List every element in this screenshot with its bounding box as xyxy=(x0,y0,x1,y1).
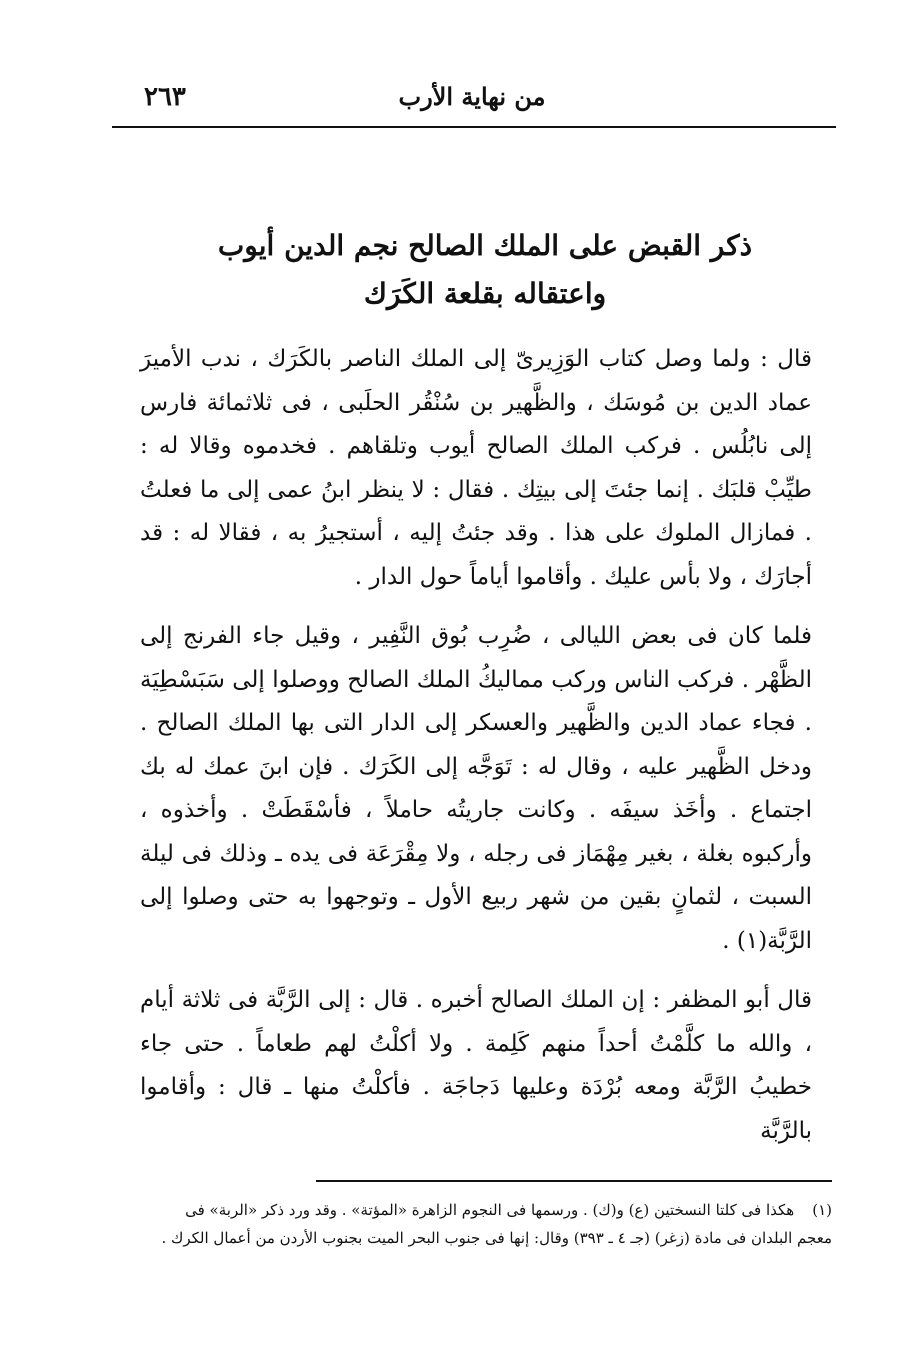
paragraph-1: قال : ولما وصل كتاب الوَزِيرىّ إلى الملك الناصر بالكَرَك ، ندب الأميرَ عماد الدين بن مُوسَك ، والظَّهير بن سُنْقُر الحلَبى ، فى ثلاثمائة فارس إلى نابُلُس . فركب الملك الصالح أيوب وتلقاهم . فخدموه وقالا له : طيِّبْ قلبَك . إنما جئتَ إلى بيتِك . فقال : لا ينظر ابنُ عمى إلى ما فعلتُ . فمازال الملوك على هذا . وقد جئتُ إليه ، أستجيرُ به ، فقالا له : قد أجارَك ، ولا بأس عليك . وأقاموا أياماً حول الدار . xyxy=(140,346,812,590)
chapter-title xyxy=(160,222,810,318)
running-title: من نهاية الأرب xyxy=(398,82,546,111)
footnote xyxy=(160,1196,832,1252)
running-header xyxy=(112,78,834,122)
paragraph-3: قال أبو المظفر : إن الملك الصالح أخبره . قال : إلى الرَّبَّة فى ثلاثة أيام ، والله ما كلَّمْتُ أحداً منهم كَلِمة . ولا أكلْتُ لهم طعاماً . حتى جاء خطيبُ الرَّبَّة ومعه بُرْدَة وعليها دَجاجَة . فأكلْتُ منها ـ قال : وأقاموا بالرَّبَّة xyxy=(140,987,812,1144)
chapter-title-line-2: واعتقاله بقلعة الكَرَك xyxy=(363,277,607,310)
body-text xyxy=(140,338,812,1153)
paragraph-2: فلما كان فى بعض الليالى ، ضُرِب بُوق النَّفِير ، وقيل جاء الفرنج إلى الظَّهْر . فركب الناس وركب مماليكُ الملك الصالح ووصلوا إلى سَبَسْطِيَة . فجاء عماد الدين والظَّهير والعسكر إلى الدار التى بها الملك الصالح . ودخل الظَّهير عليه ، وقال له : تَوَجَّه إلى الكَرَك . فإن ابنَ عمك له بك اجتماع . وأخَذ سيفَه . وكانت جاريتُه حاملاً ، فأسْقَطَتْ . وأخذوه ، وأركبوه بغلة ، بغير مِهْمَاز فى رجله ، ولا مِقْرَعَة فى يده ـ وذلك فى ليلة السبت ، لثمانٍ بقين من شهر ربيع الأول ـ وتوجهوا به حتى وصلوا إلى الرَّبَّة(١) . xyxy=(140,623,812,954)
header-rule xyxy=(112,126,836,128)
footnote-marker: (١) xyxy=(812,1201,832,1219)
footnote-rule xyxy=(316,1180,832,1182)
chapter-title-line-1: ذكر القبض على الملك الصالح نجم الدين أيوب xyxy=(217,229,753,262)
page-number: ٢٦٣ xyxy=(144,82,186,112)
footnote-text: هكذا فى كلتا النسختين (ع) و(ك) . ورسمها فى النجوم الزاهرة «المؤتة» . وقد ورد ذكر «الربة» فى معجم البلدان فى مادة (زغر) (جـ ٤ ـ ٣٩٣) وقال: إنها فى جنوب البحر الميت بجنوب الأردن من أعمال الكرك . xyxy=(161,1201,832,1247)
